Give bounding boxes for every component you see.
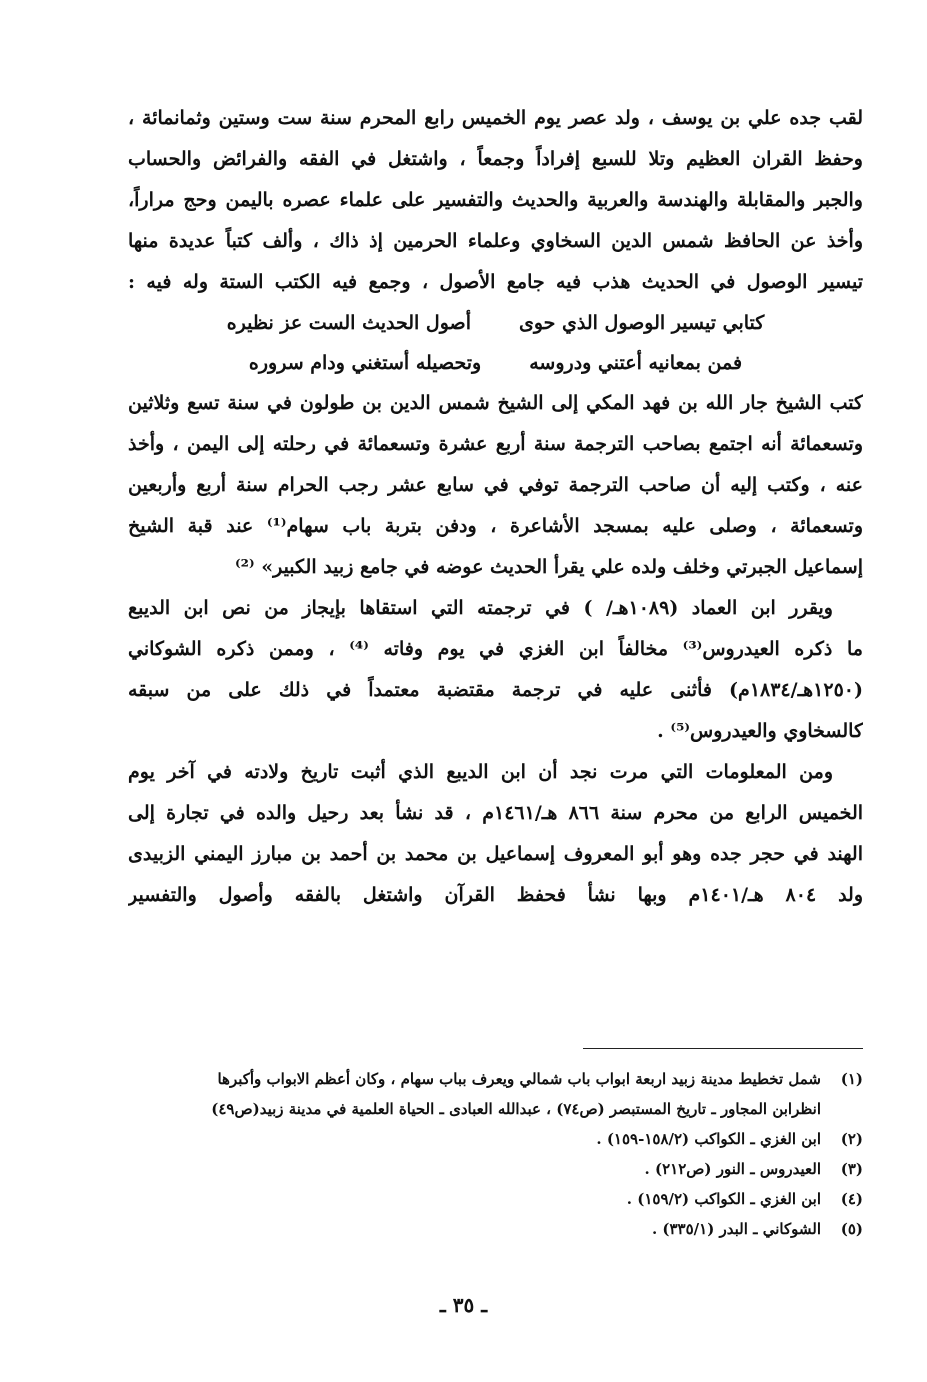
text-line: ومن المعلومات التي مرت نجد أن ابن الديبع الذي أثبت تاريخ ولادته في آخر يوم — [128, 761, 833, 783]
text-line: وتسعمائة أنه اجتمع بصاحب الترجمة سنة أربع عشرة وتسعمائة في رحلته إلى اليمن ، وأخذ — [128, 433, 863, 455]
text-line: وحفظ القران العظيم وتلا للسبع إفراداً وجمعاً ، واشتغل في الفقه والفرائض والحساب — [128, 148, 863, 170]
text-line: عنه ، وكتب إليه أن صاحب الترجمة توفي في سابع عشر رجب الحرام سنة أربع وأربعين — [128, 474, 863, 496]
verse-first-hemistich: كتابي تيسير الوصول الذي حوى — [518, 312, 765, 334]
footnote-separator — [583, 1048, 863, 1049]
text-line: ما ذكره العيدروس⁽³⁾ مخالفاً ابن الغزي في يوم وفاته ⁽⁴⁾ ، وممن ذكره الشوكاني — [128, 638, 863, 660]
text-line: كالسخاوي والعيدروس⁽⁵⁾ . — [657, 720, 863, 742]
text-line: والجبر والمقابلة والهندسة والعربية والحديث والتفسير على علماء عصره باليمن وحج مراراً، — [128, 189, 863, 211]
text-line: كتب الشيخ جار الله بن فهد المكي إلى الشيخ شمس الدين بن طولون في سنة تسع وثلاثين — [128, 392, 863, 414]
footnote-text: الشوكاني ـ البدر (٣٣٥/١) . — [651, 1220, 821, 1238]
text-line: تيسير الوصول في الحديث هذب فيه جامع الأصول ، وجمع فيه الكتب الستة وله فيه : — [128, 271, 863, 293]
footnote-number: (١) — [840, 1070, 863, 1088]
text-line: إسماعيل الجبرتي وخلف ولده علي يقرأ الحديث عوضه في جامع زبيد الكبير» ⁽²⁾ — [234, 556, 863, 578]
poem-verse — [128, 343, 863, 383]
page-number: ـ ٣٥ ـ — [439, 1293, 488, 1317]
footnotes — [128, 1064, 863, 1244]
footnote — [128, 1124, 863, 1154]
text-line: وأخذ عن الحافظ شمس الدين السخاوي وعلماء الحرمين إذ ذاك ، وألف كتباً عديدة منها — [128, 230, 863, 252]
poem-verse — [128, 303, 863, 343]
footnote — [128, 1214, 863, 1244]
text-line: ويقرر ابن العماد (١٠٨٩هـ/ ) في ترجمته التي استقاها بإيجاز من نص ابن الديبع — [128, 597, 833, 619]
text-line: وتسعمائة ، وصلى عليه بمسجد الأشاعرة ، ودفن بتربة باب سهام⁽¹⁾ عند قبة الشيخ — [128, 515, 863, 537]
text-line: لقب جده علي بن يوسف ، ولد عصر يوم الخميس رابع المحرم سنة ست وستين وثمانمائة ، — [128, 107, 863, 129]
footnote-number: (٣) — [840, 1160, 863, 1178]
verse-second-hemistich: وتحصيله أستغني ودام سروره — [248, 352, 482, 374]
footnote-number — [821, 1094, 863, 1124]
footnote-number: (٢) — [840, 1130, 863, 1148]
footnote-text: ابن الغزي ـ الكواكب (١٥٨/٢-١٥٩) . — [596, 1130, 821, 1148]
footnote — [128, 1184, 863, 1214]
footnote-number: (٥) — [840, 1220, 863, 1238]
footnote-text: ابن الغزي ـ الكواكب (١٥٩/٢) . — [626, 1190, 821, 1208]
text-line: ولد ٨٠٤ هـ/١٤٠١م وبها نشأ فحفظ القرآن واشتغل بالفقه وأصول والتفسير — [128, 884, 863, 906]
verse-second-hemistich: أصول الحديث الست عز نظيره — [226, 312, 471, 334]
text-line: الهند في حجر جده وهو أبو المعروف إسماعيل بن محمد بن أحمد بن مبارز اليمني الزبيدى — [128, 843, 863, 865]
footnote-number: (٤) — [840, 1190, 863, 1208]
footnote-text: العيدروس ـ النور (ص٢١٢) . — [644, 1160, 821, 1178]
verse-first-hemistich: فمن بمعانيه أعتني ودروسه — [529, 352, 743, 374]
footnote-text: شمل تخطيط مدينة زبيد اربعة ابواب باب شمالي ويعرف بباب سهام ، وكان أعظم الابواب وأكبرها — [217, 1070, 821, 1088]
footnote — [128, 1154, 863, 1184]
footnote-text: انظرابن المجاور ـ تاريخ المستبصر (ص٧٤) ، عبدالله العبادى ـ الحياة العلمية في مدينة زبيد(ص٤٩) — [211, 1100, 821, 1118]
body-text — [128, 98, 863, 916]
footnote-continuation — [128, 1094, 863, 1124]
footnote — [128, 1064, 863, 1094]
text-line: (١٢٥٠هـ/١٨٣٤م) فأثنى عليه في ترجمة مقتضبة معتمداً في ذلك على من سبقه — [128, 679, 863, 701]
text-line: الخميس الرابع من محرم سنة ٨٦٦ هـ/١٤٦١م ، قد نشأ بعد رحيل والده في تجارة إلى — [128, 802, 863, 824]
